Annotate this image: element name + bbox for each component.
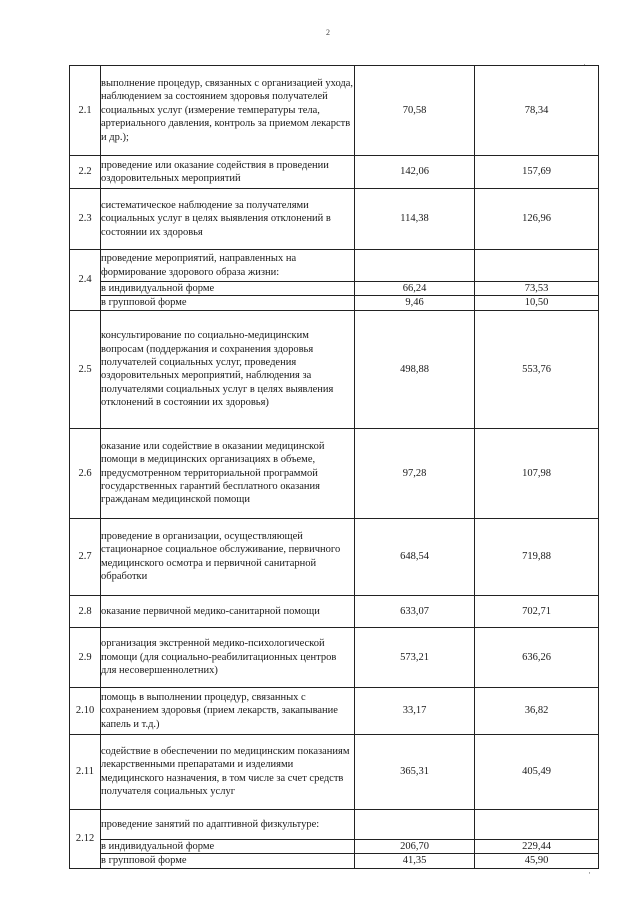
table-row [70, 687, 599, 734]
row-description: оказание первичной медико-санитарной помощи [101, 595, 355, 627]
table-row [70, 518, 599, 595]
row-number: 2.3 [70, 189, 101, 250]
table-row [70, 66, 599, 156]
row-number: 2.4 [70, 250, 101, 311]
table-subrow [70, 296, 599, 310]
table-row [70, 428, 599, 518]
row-number: 2.6 [70, 428, 101, 518]
price-1 [355, 809, 475, 839]
row-number: 2.1 [70, 66, 101, 156]
price-2: 10,50 [475, 296, 599, 310]
price-1: 66,24 [355, 282, 475, 296]
price-2: 157,69 [475, 156, 599, 189]
row-number: 2.12 [70, 809, 101, 868]
price-2: 636,26 [475, 627, 599, 687]
row-description: содействие в обеспечении по медицинским показаниям лекарственными препаратами и изделиями медицинского назначения, в том числе за счет средств получателя социальных услуг [101, 734, 355, 809]
price-2: 45,90 [475, 854, 599, 868]
row-description: организация экстренной медико-психологической помощи (для социально-реабилитационных центров для несовершеннолетних) [101, 627, 355, 687]
table-subrow [70, 839, 599, 853]
page-mark: 2 [326, 28, 330, 37]
table-row [70, 734, 599, 809]
row-number: 2.11 [70, 734, 101, 809]
price-1: 365,31 [355, 734, 475, 809]
table-row [70, 627, 599, 687]
price-2 [475, 809, 599, 839]
row-description: оказание или содействие в оказании медицинской помощи в медицинских организациях в объеме, предусмотренном территориальной программой государственных гарантий бесплатного оказания гражданам медицинской помощи [101, 428, 355, 518]
row-description: консультирование по социально-медицинским вопросам (поддержания и сохранения здоровья получателей социальных услуг, проведения оздоровительных мероприятий, наблюдения за получателями социальных услуг в целях выявления отклонений в состоянии их здоровья) [101, 310, 355, 428]
price-1: 648,54 [355, 518, 475, 595]
row-description: помощь в выполнении процедур, связанных с сохранением здоровья (прием лекарств, закапывание капель и т.д.) [101, 687, 355, 734]
row-number: 2.8 [70, 595, 101, 627]
price-2: 126,96 [475, 189, 599, 250]
row-number: 2.5 [70, 310, 101, 428]
subrow-label: в групповой форме [101, 854, 355, 868]
scan-speck: · [583, 60, 586, 70]
price-2: 36,82 [475, 687, 599, 734]
row-number: 2.9 [70, 627, 101, 687]
row-description: проведение мероприятий, направленных на формирование здорового образа жизни: [101, 250, 355, 282]
row-description: систематическое наблюдение за получателями социальных услуг в целях выявления отклонений в состоянии их здоровья [101, 189, 355, 250]
price-2: 107,98 [475, 428, 599, 518]
subrow-label: в индивидуальной форме [101, 839, 355, 853]
table-subrow [70, 854, 599, 868]
table-row [70, 809, 599, 839]
price-1: 142,06 [355, 156, 475, 189]
price-1: 41,35 [355, 854, 475, 868]
price-2 [475, 250, 599, 282]
price-1 [355, 250, 475, 282]
price-2: 78,34 [475, 66, 599, 156]
price-2: 73,53 [475, 282, 599, 296]
row-description: проведение или оказание содействия в проведении оздоровительных мероприятий [101, 156, 355, 189]
price-2: 719,88 [475, 518, 599, 595]
row-description: выполнение процедур, связанных с организацией ухода, наблюдением за состоянием здоровья получателей социальных услуг (измерение температуры тела, артериального давления, контроль за приемом лекарств и др.); [101, 66, 355, 156]
price-1: 206,70 [355, 839, 475, 853]
price-2: 702,71 [475, 595, 599, 627]
price-2: 405,49 [475, 734, 599, 809]
price-1: 97,28 [355, 428, 475, 518]
table-row [70, 595, 599, 627]
row-description: проведение в организации, осуществляющей стационарное социальное обслуживание, первичного медицинского осмотра и первичной санитарной обработки [101, 518, 355, 595]
price-1: 9,46 [355, 296, 475, 310]
row-number: 2.10 [70, 687, 101, 734]
table-row [70, 250, 599, 282]
price-1: 33,17 [355, 687, 475, 734]
price-1: 633,07 [355, 595, 475, 627]
table-row [70, 189, 599, 250]
subrow-label: в индивидуальной форме [101, 282, 355, 296]
row-number: 2.7 [70, 518, 101, 595]
price-2: 229,44 [475, 839, 599, 853]
price-2: 553,76 [475, 310, 599, 428]
price-1: 573,21 [355, 627, 475, 687]
scan-speck: · [588, 868, 591, 878]
row-number: 2.2 [70, 156, 101, 189]
row-description: проведение занятий по адаптивной физкультуре: [101, 809, 355, 839]
tariff-table [69, 65, 599, 869]
price-1: 70,58 [355, 66, 475, 156]
subrow-label: в групповой форме [101, 296, 355, 310]
table-row [70, 156, 599, 189]
price-1: 114,38 [355, 189, 475, 250]
table-subrow [70, 282, 599, 296]
table-row [70, 310, 599, 428]
price-1: 498,88 [355, 310, 475, 428]
